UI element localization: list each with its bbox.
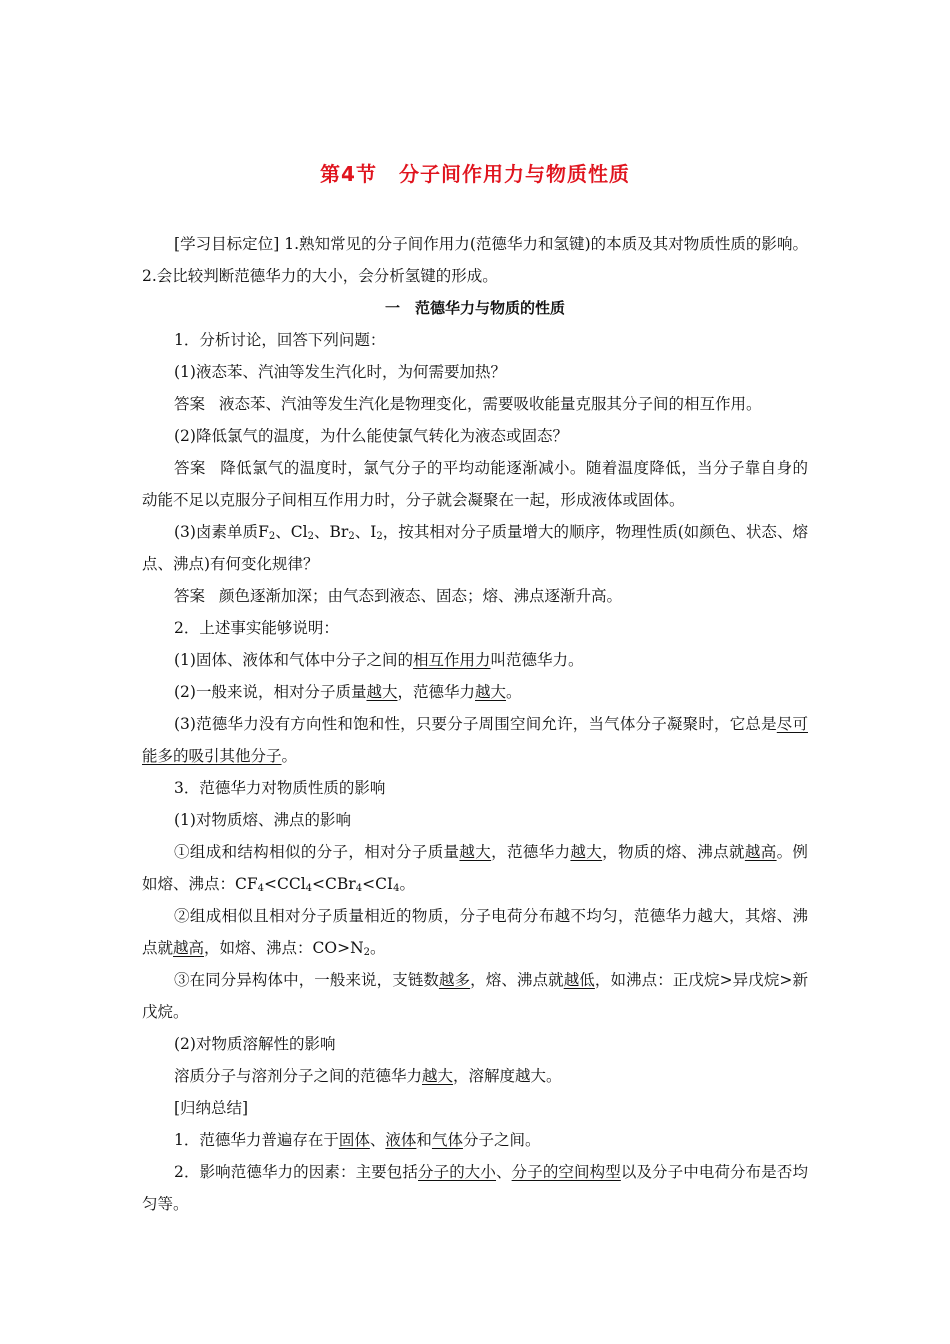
rule-3: ③在同分异构体中，一般来说，支链数越多，熔、沸点就越低，如沸点：正戊烷>异戊烷>新戊烷。 xyxy=(142,971,808,1021)
question-1: 1．分析讨论，回答下列问题： xyxy=(174,331,386,349)
learning-goal: [学习目标定位] 1.熟知常见的分子间作用力(范德华力和氢键)的本质及其对物质性质的影响。2.会比较判断范德华力的大小，会分析氢键的形成。 xyxy=(142,235,808,285)
summary-2: 2．影响范德华力的因素：主要包括分子的大小、分子的空间构型以及分子中电荷分布是否均匀等。 xyxy=(142,1163,808,1213)
question-1-2: (2)降低氯气的温度，为什么能使氯气转化为液态或固态？ xyxy=(174,427,568,445)
rule-1: ①组成和结构相似的分子，相对分子质量越大，范德华力越大，物质的熔、沸点就越高。例如熔、沸点：$CF_4<CCl_4<CBr_4<CI_4$。 xyxy=(142,843,808,894)
answer-1-3: 答案 颜色逐渐加深；由气态到液态、固态；熔、沸点逐渐升高。 xyxy=(174,587,623,605)
point-2-2: (2)一般来说，相对分子质量越大，范德华力越大。 xyxy=(174,683,522,701)
document-body xyxy=(142,228,808,1220)
section-heading: 一 范德华力与物质的性质 xyxy=(384,299,565,317)
answer-1-1: 答案 液态苯、汽油等发生汽化是物理变化，需要吸收能量克服其分子间的相互作用。 xyxy=(174,395,762,413)
question-1-3: (3)卤素单质$F_2$、$Cl_2$、$Br_2$、$I_2$，按其相对分子质量增大的顺序，物理性质(如颜色、状态、熔点、沸点)有何变化规律？ xyxy=(142,523,808,573)
solubility-text: 溶质分子与溶剂分子之间的范德华力越大，溶解度越大。 xyxy=(174,1067,562,1085)
answer-1-2: 答案 降低氯气的温度时，氯气分子的平均动能逐渐减小。随着温度降低，当分子靠自身的动能不足以克服分子间相互作用力时，分子就会凝聚在一起，形成液体或固体。 xyxy=(142,459,808,509)
point-3-1: (1)对物质熔、沸点的影响 xyxy=(174,811,351,829)
question-3: 3．范德华力对物质性质的影响 xyxy=(174,779,386,797)
point-3-2: (2)对物质溶解性的影响 xyxy=(174,1035,336,1053)
question-2: 2．上述事实能够说明： xyxy=(174,619,339,637)
summary-label: [归纳总结] xyxy=(174,1099,249,1117)
point-2-1: (1)固体、液体和气体中分子之间的相互作用力叫范德华力。 xyxy=(174,651,584,669)
page-title: 第4节 分子间作用力与物质性质 xyxy=(320,162,630,186)
point-2-3: (3)范德华力没有方向性和饱和性，只要分子周围空间允许，当气体分子凝聚时，它总是尽可能多的吸引其他分子。 xyxy=(142,715,808,765)
question-1-1: (1)液态苯、汽油等发生汽化时，为何需要加热？ xyxy=(174,363,506,381)
rule-2: ②组成相似且相对分子质量相近的物质，分子电荷分布越不均匀，范德华力越大，其熔、沸点就越高，如熔、沸点：$CO>N_2$。 xyxy=(142,907,808,958)
summary-1: 1．范德华力普遍存在于固体、液体和气体分子之间。 xyxy=(174,1131,541,1149)
